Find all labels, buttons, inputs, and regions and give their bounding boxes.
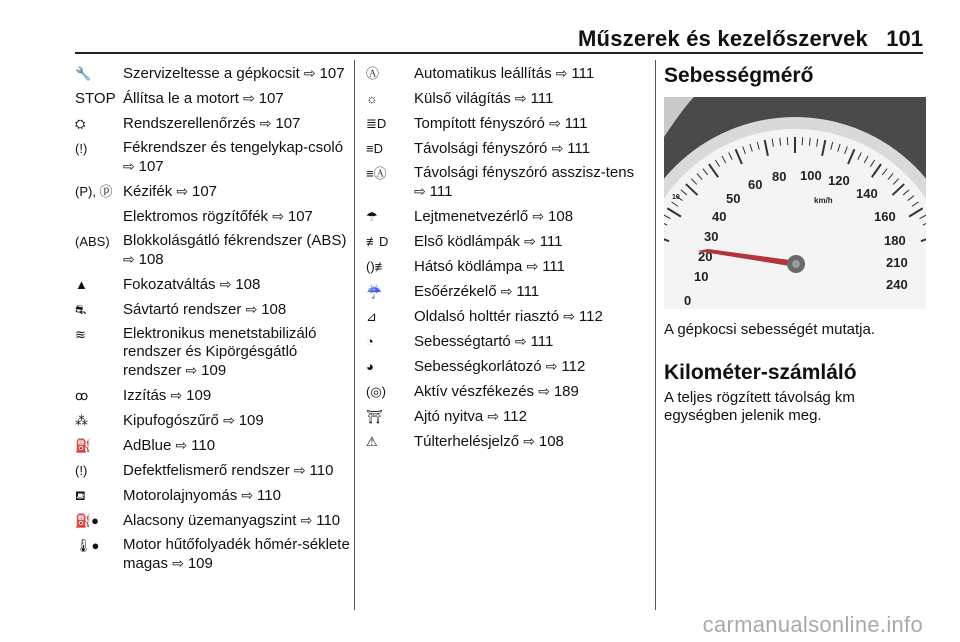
esc-icon: ≋ xyxy=(75,327,86,342)
reference-page[interactable]: 111 xyxy=(530,90,554,107)
indicator-label: Tompított fényszóró xyxy=(414,115,545,132)
page-reference[interactable] xyxy=(123,251,164,268)
indicator-item xyxy=(366,64,656,83)
indicator-label: Szervizeltesse a gépkocsit xyxy=(123,65,300,82)
indicator-text xyxy=(414,382,656,401)
indicator-item xyxy=(75,89,350,108)
indicator-text xyxy=(123,232,350,269)
indicator-label: Távolsági fényszóró asszisz-tens xyxy=(414,164,635,181)
reference-arrow-icon: ⇨ xyxy=(172,555,188,571)
header-rule xyxy=(75,52,923,54)
indicator-label: Külső világítás xyxy=(414,90,511,107)
dial-label: 20 xyxy=(698,249,713,264)
reference-arrow-icon: ⇨ xyxy=(272,208,288,224)
indicator-item xyxy=(75,386,350,405)
indicator-text xyxy=(123,64,350,83)
indicator-label: Sebességkorlátozó xyxy=(414,358,542,375)
indicator-text xyxy=(123,511,350,530)
reference-page[interactable]: 108 xyxy=(235,276,261,293)
low-beam-icon: ≣D xyxy=(366,116,387,131)
reference-arrow-icon: ⇨ xyxy=(243,90,259,106)
page-reference[interactable] xyxy=(538,383,579,400)
page-reference[interactable] xyxy=(546,358,586,375)
page-reference[interactable] xyxy=(172,555,213,572)
page-reference[interactable] xyxy=(176,437,216,454)
reference-arrow-icon: ⇨ xyxy=(300,512,317,528)
indicator-text xyxy=(123,325,350,380)
reference-arrow-icon: ⇨ xyxy=(514,90,531,106)
indicator-label: AdBlue xyxy=(123,437,172,454)
indicator-text xyxy=(123,411,350,430)
speedometer-illustration xyxy=(664,97,926,309)
indicator-text xyxy=(414,332,656,351)
indicator-label: Elektronikus menetstabilizáló rendszer és Kipörgésgátló rendszer xyxy=(123,325,317,379)
indicator-text xyxy=(414,257,656,276)
abs-icon: (ABS) xyxy=(75,234,110,249)
speedometer-description: A gépkocsi sebességét mutatja. xyxy=(664,321,875,338)
glow-plug-icon: ꝏ xyxy=(75,388,89,403)
indicator-label: Elektromos rögzítőfék xyxy=(123,208,269,225)
page-reference[interactable] xyxy=(524,233,562,250)
indicator-item xyxy=(366,89,656,108)
reference-arrow-icon: ⇨ xyxy=(245,301,262,317)
indicator-item xyxy=(366,164,656,201)
indicator-label: Izzítás xyxy=(123,387,167,404)
indicator-label: Motorolajnyomás xyxy=(123,487,238,504)
reference-arrow-icon: ⇨ xyxy=(549,115,565,131)
page-reference[interactable] xyxy=(552,140,590,157)
reference-page[interactable]: 107 xyxy=(138,158,164,175)
indicator-item xyxy=(75,325,350,380)
column-divider-1 xyxy=(354,60,355,610)
dial-label: 40 xyxy=(712,209,727,224)
indicator-item xyxy=(75,536,350,573)
indicator-label: Oldalsó holttér riasztó xyxy=(414,308,560,325)
indicator-label: Sebességtartó xyxy=(414,333,511,350)
exterior-light-icon: ☼ xyxy=(366,91,378,106)
indicator-item xyxy=(75,207,350,226)
dial-label: 60 xyxy=(748,177,763,192)
indicator-text xyxy=(123,461,350,480)
page-reference[interactable] xyxy=(487,408,527,425)
indicator-text xyxy=(414,207,656,226)
indicator-text xyxy=(414,282,656,301)
indicator-item xyxy=(75,486,350,505)
wrench-icon: 🔧 xyxy=(75,66,92,81)
indicator-item xyxy=(366,139,656,158)
chapter-title: Műszerek és kezelőszervek xyxy=(578,26,868,51)
dial-label: 240 xyxy=(886,277,908,292)
door-open-icon: ⛩ xyxy=(366,409,383,424)
tyre-pressure-icon: (!) xyxy=(75,463,88,478)
page-reference[interactable] xyxy=(532,208,573,225)
reference-arrow-icon: ⇨ xyxy=(219,276,236,292)
reference-arrow-icon: ⇨ xyxy=(414,183,430,199)
indicator-item xyxy=(75,300,350,319)
indicator-label: Kézifék xyxy=(123,183,173,200)
reference-page[interactable]: 111 xyxy=(571,65,595,82)
indicator-text xyxy=(414,164,656,201)
reference-arrow-icon: ⇨ xyxy=(175,437,192,453)
page-reference[interactable] xyxy=(414,183,452,200)
indicator-text xyxy=(414,114,656,133)
indicator-item xyxy=(75,436,350,455)
dial-label: 10 xyxy=(672,194,680,201)
follow-me-home-icon: ☂ xyxy=(366,209,378,224)
reference-arrow-icon: ⇨ xyxy=(555,65,572,81)
exhaust-filter-icon: ⁂ xyxy=(75,413,88,428)
reference-page[interactable]: 112 xyxy=(578,308,603,325)
page-reference[interactable] xyxy=(123,158,164,175)
page-reference[interactable] xyxy=(243,90,284,107)
indicator-label: Sávtartó rendszer xyxy=(123,301,242,318)
indicator-label: Ajtó nyitva xyxy=(414,408,484,425)
page-reference[interactable] xyxy=(556,65,594,82)
reference-arrow-icon: ⇨ xyxy=(538,383,554,399)
reference-arrow-icon: ⇨ xyxy=(487,408,503,424)
indicator-label: Túlterhelésjelző xyxy=(414,433,520,450)
reference-page[interactable]: 107 xyxy=(319,65,345,82)
dial-label: 140 xyxy=(856,186,878,201)
indicator-item xyxy=(366,432,656,451)
reference-arrow-icon: ⇨ xyxy=(185,362,202,378)
overload-warning-icon: ⚠ xyxy=(366,434,378,449)
page-reference[interactable] xyxy=(272,208,313,225)
dial-label: 80 xyxy=(772,169,787,184)
indicator-label: Lejtmenetvezérlő xyxy=(414,208,529,225)
indicator-text xyxy=(123,114,350,133)
indicator-text xyxy=(123,386,350,405)
warning-light-list-1 xyxy=(75,64,350,579)
adblue-icon: ⛽ xyxy=(75,438,92,453)
rain-sensor-icon: ☔ xyxy=(366,284,383,299)
reference-arrow-icon: ⇨ xyxy=(523,433,539,449)
reference-page[interactable]: 107 xyxy=(258,90,284,107)
reference-page[interactable]: 110 xyxy=(257,487,281,504)
reference-arrow-icon: ⇨ xyxy=(259,115,276,131)
indicator-item xyxy=(366,307,656,326)
dial-label: km/h xyxy=(814,196,833,205)
reference-arrow-icon: ⇨ xyxy=(223,412,239,428)
indicator-label: Távolsági fényszóró xyxy=(414,140,548,157)
reference-page[interactable]: 110 xyxy=(191,437,216,454)
rear-fog-icon: ()≢ xyxy=(366,259,388,274)
page-reference[interactable] xyxy=(515,333,553,350)
indicator-label: Első ködlámpák xyxy=(414,233,520,250)
shift-up-icon: ▲ xyxy=(75,277,88,292)
reference-arrow-icon: ⇨ xyxy=(123,251,139,267)
indicator-text xyxy=(123,486,350,505)
reference-page[interactable]: 108 xyxy=(548,208,574,225)
reference-page[interactable]: 111 xyxy=(530,333,554,350)
stop-text: STOP xyxy=(75,90,116,107)
dial-label: 0 xyxy=(684,293,692,308)
warning-light-list-2 xyxy=(366,64,656,457)
reference-page[interactable]: 107 xyxy=(275,115,301,132)
watermark: carmanualsonline.info xyxy=(702,612,923,637)
indicator-item xyxy=(366,332,656,351)
reference-arrow-icon: ⇨ xyxy=(176,183,192,199)
indicator-item xyxy=(75,139,350,176)
reference-page[interactable]: 189 xyxy=(553,383,579,400)
indicator-label: Kipufogószűrő xyxy=(123,412,219,429)
parking-brake-icon: (P), ⓟ xyxy=(75,184,113,199)
indicator-item xyxy=(366,114,656,133)
indicator-label: Hátsó ködlámpa xyxy=(414,258,523,275)
reference-arrow-icon: ⇨ xyxy=(500,283,517,299)
indicator-item xyxy=(75,114,350,133)
indicator-label: Rendszerellenőrzés xyxy=(123,115,256,132)
indicator-label: Fokozatváltás xyxy=(123,276,216,293)
reference-arrow-icon: ⇨ xyxy=(524,233,540,249)
indicator-text xyxy=(123,89,350,108)
indicator-item xyxy=(366,282,656,301)
page-reference[interactable] xyxy=(304,65,345,82)
indicator-label: Defektfelismerő rendszer xyxy=(123,462,290,479)
brake-system-icon: (!) xyxy=(75,141,88,156)
indicator-text xyxy=(123,139,350,176)
dial-label: 180 xyxy=(884,233,906,248)
speedometer-section xyxy=(664,64,926,447)
reference-arrow-icon: ⇨ xyxy=(551,140,568,156)
coolant-temp-icon: 🌡● xyxy=(75,538,100,553)
front-fog-icon: ≢D xyxy=(366,234,389,249)
indicator-item xyxy=(366,207,656,226)
indicator-label: Esőérzékelő xyxy=(414,283,497,300)
page-number: 101 xyxy=(886,26,923,51)
indicator-item xyxy=(366,257,656,276)
reference-page[interactable]: 112 xyxy=(503,408,527,425)
reference-arrow-icon: ⇨ xyxy=(293,462,310,478)
indicator-item xyxy=(366,382,656,401)
page-reference[interactable] xyxy=(260,115,301,132)
indicator-text xyxy=(123,300,350,319)
reference-page[interactable]: 108 xyxy=(538,433,564,450)
reference-arrow-icon: ⇨ xyxy=(303,65,320,81)
indicator-text xyxy=(414,232,656,251)
page-reference[interactable] xyxy=(294,462,334,479)
indicator-text xyxy=(414,407,656,426)
high-beam-icon: ≡D xyxy=(366,141,383,156)
reference-arrow-icon: ⇨ xyxy=(170,387,187,403)
indicator-label: Alacsony üzemanyagszint xyxy=(123,512,297,529)
indicator-item xyxy=(75,411,350,430)
page-reference[interactable] xyxy=(549,115,587,132)
odometer-description: A teljes rögzített távolság km egységben jelenik meg. xyxy=(664,389,855,424)
reference-arrow-icon: ⇨ xyxy=(526,258,543,274)
indicator-item xyxy=(366,232,656,251)
reference-page[interactable]: 111 xyxy=(564,115,588,132)
low-fuel-icon: ⛽● xyxy=(75,513,100,528)
section-title-odometer: Kilométer-számláló xyxy=(664,361,857,384)
reference-page[interactable]: 111 xyxy=(542,258,566,275)
page-reference[interactable] xyxy=(501,283,539,300)
reference-page[interactable]: 111 xyxy=(567,140,591,157)
page-reference[interactable] xyxy=(301,512,341,529)
indicator-item xyxy=(75,64,350,83)
indicator-text xyxy=(414,64,656,83)
reference-arrow-icon: ⇨ xyxy=(532,208,549,224)
indicator-item xyxy=(75,182,350,201)
reference-arrow-icon: ⇨ xyxy=(123,158,139,174)
emergency-brake-icon: (◎) xyxy=(366,384,387,399)
indicator-text xyxy=(414,89,656,108)
indicator-text xyxy=(123,182,350,201)
indicator-label: Állítsa le a motort xyxy=(123,90,239,107)
indicator-text xyxy=(123,436,350,455)
speed-limiter-icon: ◕ xyxy=(366,359,374,374)
reference-page[interactable]: 109 xyxy=(201,362,227,379)
page-reference[interactable] xyxy=(241,487,281,504)
indicator-text xyxy=(414,432,656,451)
reference-page[interactable]: 109 xyxy=(187,555,213,572)
page-reference[interactable] xyxy=(246,301,287,318)
reference-page[interactable]: 107 xyxy=(287,208,313,225)
reference-page[interactable]: 107 xyxy=(192,183,218,200)
indicator-item xyxy=(366,407,656,426)
indicator-label: Fékrendszer és tengelykap-csoló xyxy=(123,139,344,156)
page-reference[interactable] xyxy=(171,387,212,404)
indicator-item xyxy=(75,461,350,480)
oil-pressure-icon: ⛾ xyxy=(75,488,86,503)
indicator-text xyxy=(123,536,350,573)
dial-label: 120 xyxy=(828,173,850,188)
reference-page[interactable]: 109 xyxy=(238,412,264,429)
indicator-text xyxy=(414,307,656,326)
cruise-control-icon: ◔ xyxy=(366,334,374,349)
high-beam-assist-icon: ≡Ⓐ xyxy=(366,166,387,181)
reference-page[interactable]: 108 xyxy=(261,301,287,318)
indicator-label: Aktív vészfékezés xyxy=(414,383,535,400)
reference-arrow-icon: ⇨ xyxy=(563,308,579,324)
page-reference[interactable] xyxy=(515,90,553,107)
page-reference[interactable] xyxy=(527,258,565,275)
indicator-item xyxy=(75,511,350,530)
reference-arrow-icon: ⇨ xyxy=(241,487,258,503)
page-reference[interactable] xyxy=(176,183,217,200)
dial-label: 160 xyxy=(874,209,896,224)
reference-arrow-icon: ⇨ xyxy=(545,358,562,374)
indicator-item xyxy=(366,357,656,376)
blind-spot-icon: ⊿ xyxy=(366,309,377,324)
reference-page[interactable]: 110 xyxy=(309,462,334,479)
reference-page[interactable]: 109 xyxy=(186,387,212,404)
reference-page[interactable]: 110 xyxy=(316,512,341,529)
dial-label: 100 xyxy=(800,168,822,183)
reference-page[interactable]: 111 xyxy=(516,283,540,300)
page-reference[interactable] xyxy=(523,433,564,450)
reference-arrow-icon: ⇨ xyxy=(514,333,531,349)
engine-check-icon: ⛭ xyxy=(75,116,86,131)
dial-label: 10 xyxy=(694,269,709,284)
indicator-item xyxy=(75,232,350,269)
page-reference[interactable] xyxy=(186,362,227,379)
indicator-text xyxy=(123,275,350,294)
page-reference[interactable] xyxy=(223,412,264,429)
indicator-text xyxy=(414,357,656,376)
reference-page[interactable]: 111 xyxy=(429,183,453,200)
indicator-text xyxy=(414,139,656,158)
page-reference[interactable] xyxy=(563,308,603,325)
section-title-speedometer: Sebességmérő xyxy=(664,64,814,87)
dial-label: 210 xyxy=(886,255,908,270)
indicator-label: Blokkolásgátló fékrendszer (ABS) xyxy=(123,232,347,249)
lane-keep-icon: ⛐ xyxy=(75,302,87,317)
auto-stop-icon: Ⓐ xyxy=(366,66,380,81)
indicator-text xyxy=(123,207,350,226)
page-reference[interactable] xyxy=(220,276,261,293)
reference-page[interactable]: 111 xyxy=(539,233,563,250)
indicator-label: Automatikus leállítás xyxy=(414,65,552,82)
indicator-item xyxy=(75,275,350,294)
indicator-label: Motor hűtőfolyadék hőmér-séklete magas xyxy=(123,536,350,572)
reference-page[interactable]: 108 xyxy=(138,251,164,268)
dial-label: 50 xyxy=(726,191,741,206)
reference-page[interactable]: 112 xyxy=(561,358,586,375)
dial-label: 30 xyxy=(704,229,719,244)
